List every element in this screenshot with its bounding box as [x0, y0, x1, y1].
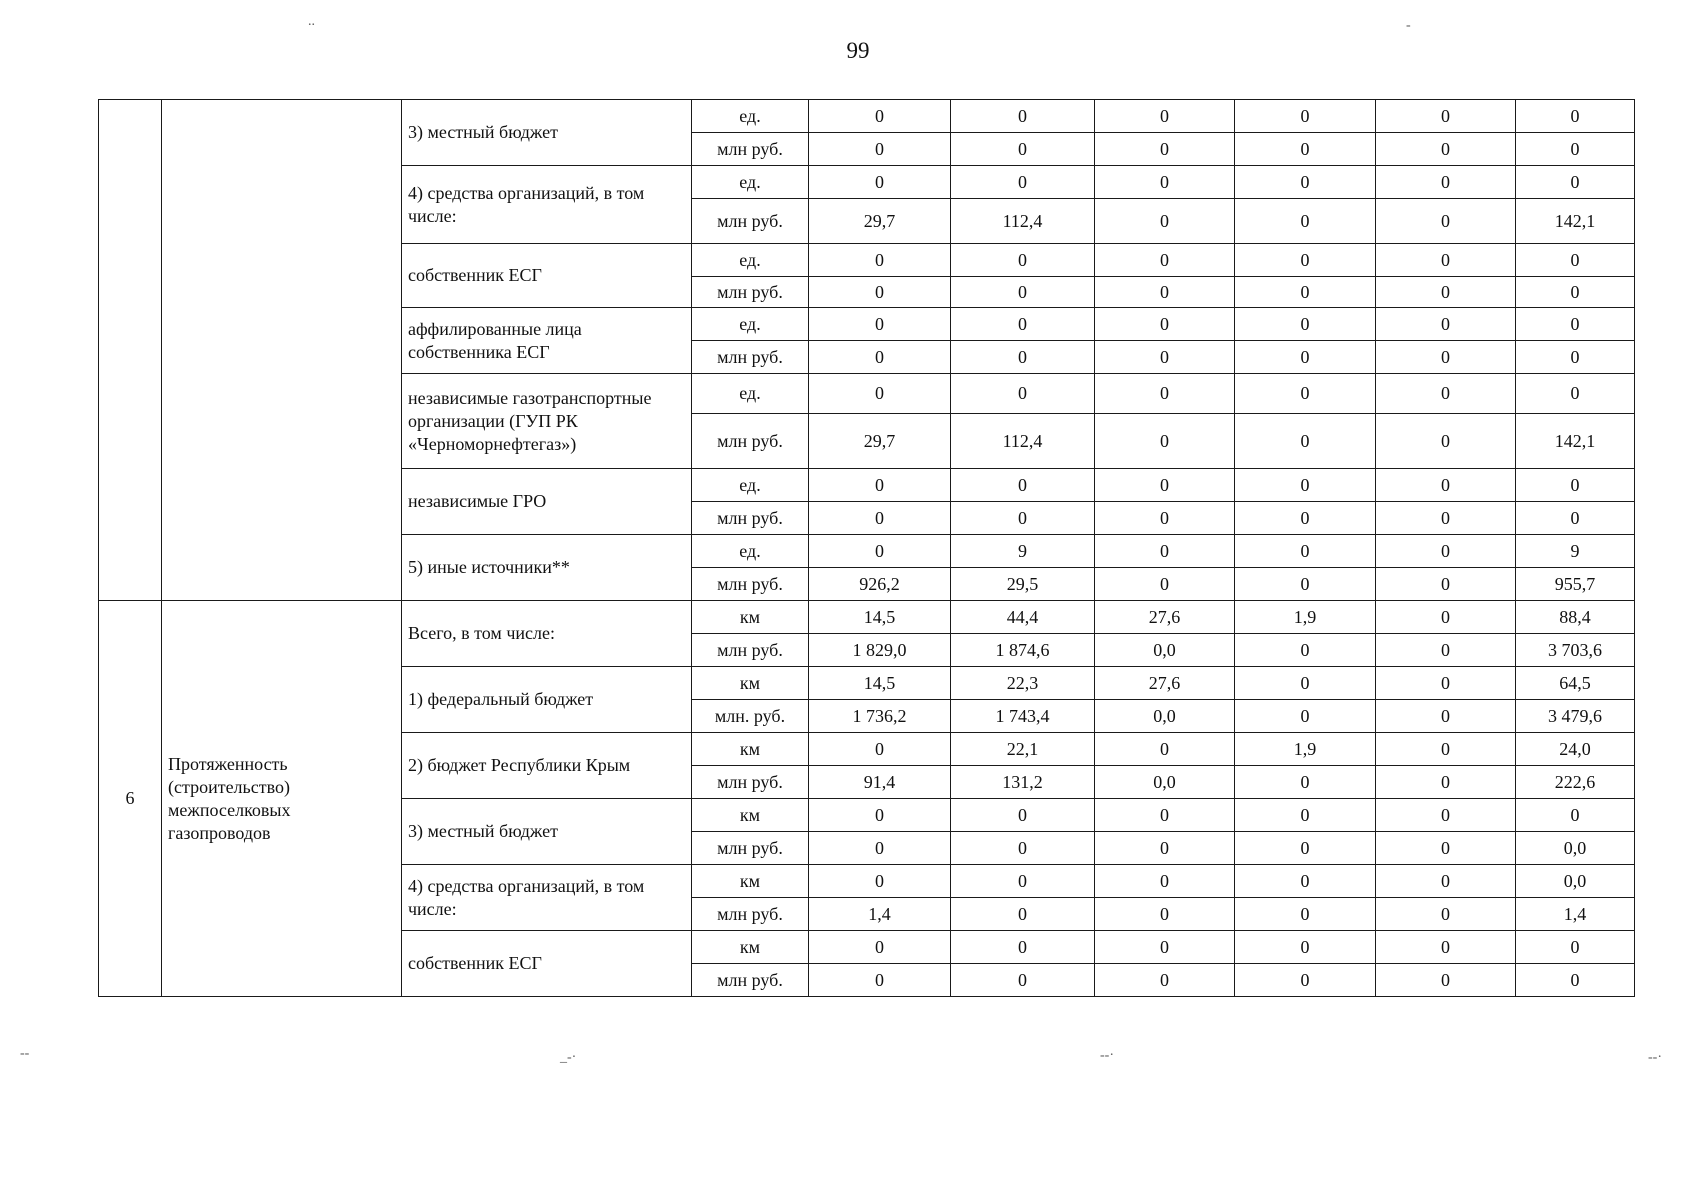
row-label: 4) средства организаций, в том числе:: [402, 166, 692, 244]
page-number: 99: [846, 38, 870, 63]
value-cell: 0: [1376, 634, 1516, 667]
value-cell: 0: [809, 535, 951, 568]
value-cell: 0: [1516, 244, 1635, 277]
value-cell: 27,6: [1095, 601, 1235, 634]
value-cell: 24,0: [1516, 733, 1635, 766]
value-cell: 0: [809, 166, 951, 199]
value-cell: 0: [951, 469, 1095, 502]
value-cell: 0: [1235, 667, 1376, 700]
row-label: 5) иные источники**: [402, 535, 692, 601]
value-cell: 0: [809, 277, 951, 308]
value-cell: 0: [1235, 931, 1376, 964]
value-cell: 0: [1095, 277, 1235, 308]
value-cell: 9: [951, 535, 1095, 568]
value-cell: 0: [1376, 700, 1516, 733]
unit-cell: млн руб.: [692, 832, 809, 865]
value-cell: 3 479,6: [1516, 700, 1635, 733]
value-cell: 0: [951, 277, 1095, 308]
value-cell: 0: [809, 469, 951, 502]
section-indicator: Протяженность (строительство) межпоселковых газопроводов: [162, 601, 402, 997]
value-cell: 9: [1516, 535, 1635, 568]
number-cell-continued: [99, 100, 162, 601]
value-cell: 0: [1235, 832, 1376, 865]
unit-cell: км: [692, 667, 809, 700]
value-cell: 1,4: [1516, 898, 1635, 931]
value-cell: 0: [1516, 502, 1635, 535]
value-cell: 0: [1235, 700, 1376, 733]
value-cell: 0: [1235, 341, 1376, 374]
value-cell: 0: [1376, 166, 1516, 199]
value-cell: 0,0: [1095, 700, 1235, 733]
value-cell: 142,1: [1516, 199, 1635, 244]
value-cell: 64,5: [1516, 667, 1635, 700]
value-cell: 0: [809, 832, 951, 865]
value-cell: 0: [1095, 931, 1235, 964]
value-cell: 0,0: [1516, 865, 1635, 898]
value-cell: 0: [1376, 502, 1516, 535]
unit-cell: млн руб.: [692, 634, 809, 667]
value-cell: 0: [951, 931, 1095, 964]
row-label: независимые газотранспортные организации (ГУП РК «Черноморнефтегаз»): [402, 374, 692, 469]
value-cell: 0: [1095, 865, 1235, 898]
value-cell: 3 703,6: [1516, 634, 1635, 667]
value-cell: 0: [1095, 166, 1235, 199]
unit-cell: км: [692, 601, 809, 634]
scan-speck: -: [1406, 18, 1411, 33]
value-cell: 0: [1095, 308, 1235, 341]
value-cell: 0: [1095, 374, 1235, 414]
value-cell: 0: [1235, 100, 1376, 133]
value-cell: 0: [951, 133, 1095, 166]
indicator-cell-continued: [162, 100, 402, 601]
value-cell: 0: [1516, 308, 1635, 341]
unit-cell: км: [692, 931, 809, 964]
unit-cell: млн руб.: [692, 766, 809, 799]
value-cell: 88,4: [1516, 601, 1635, 634]
value-cell: 0,0: [1516, 832, 1635, 865]
value-cell: 0: [809, 244, 951, 277]
row-label: 3) местный бюджет: [402, 100, 692, 166]
value-cell: 0: [809, 964, 951, 997]
unit-cell: млн руб.: [692, 341, 809, 374]
value-cell: 0: [1376, 100, 1516, 133]
value-cell: 0: [1376, 931, 1516, 964]
value-cell: 1,9: [1235, 601, 1376, 634]
value-cell: 0,0: [1095, 634, 1235, 667]
value-cell: 0: [1095, 100, 1235, 133]
value-cell: 1 874,6: [951, 634, 1095, 667]
value-cell: 222,6: [1516, 766, 1635, 799]
value-cell: 0: [1235, 414, 1376, 469]
value-cell: 0: [1376, 667, 1516, 700]
unit-cell: км: [692, 799, 809, 832]
value-cell: 0: [1095, 199, 1235, 244]
value-cell: 0: [951, 502, 1095, 535]
value-cell: 0: [809, 799, 951, 832]
table-body: [99, 100, 1635, 997]
unit-cell: млн руб.: [692, 277, 809, 308]
value-cell: 0: [1235, 308, 1376, 341]
row-label: собственник ЕСГ: [402, 244, 692, 308]
value-cell: 0: [1095, 832, 1235, 865]
value-cell: 0: [951, 244, 1095, 277]
value-cell: 0: [1095, 799, 1235, 832]
value-cell: 0: [1516, 166, 1635, 199]
value-cell: 1 736,2: [809, 700, 951, 733]
value-cell: 0: [1235, 133, 1376, 166]
value-cell: 0: [1235, 535, 1376, 568]
value-cell: 0: [1095, 964, 1235, 997]
value-cell: 1,9: [1235, 733, 1376, 766]
funding-table: [98, 99, 1635, 997]
value-cell: 0: [951, 100, 1095, 133]
table-row: [99, 601, 1635, 634]
value-cell: 0: [1235, 277, 1376, 308]
value-cell: 29,5: [951, 568, 1095, 601]
value-cell: 0: [1235, 166, 1376, 199]
section-number: 6: [99, 601, 162, 997]
value-cell: 0: [1376, 133, 1516, 166]
value-cell: 0: [1095, 898, 1235, 931]
value-cell: 0: [1376, 199, 1516, 244]
value-cell: 0: [1516, 341, 1635, 374]
value-cell: 0: [809, 308, 951, 341]
value-cell: 0: [1235, 799, 1376, 832]
value-cell: 1 743,4: [951, 700, 1095, 733]
value-cell: 0: [809, 931, 951, 964]
unit-cell: км: [692, 733, 809, 766]
value-cell: 1,4: [809, 898, 951, 931]
value-cell: 0: [1235, 502, 1376, 535]
value-cell: 0: [951, 166, 1095, 199]
scan-speck: ..: [308, 14, 315, 29]
value-cell: 0: [1095, 568, 1235, 601]
value-cell: 0: [809, 133, 951, 166]
value-cell: 0: [1235, 634, 1376, 667]
unit-cell: млн руб.: [692, 414, 809, 469]
value-cell: 44,4: [951, 601, 1095, 634]
unit-cell: млн руб.: [692, 898, 809, 931]
value-cell: 0: [809, 341, 951, 374]
unit-cell: ед.: [692, 308, 809, 341]
value-cell: 0: [951, 308, 1095, 341]
value-cell: 0: [1376, 374, 1516, 414]
unit-cell: млн руб.: [692, 568, 809, 601]
value-cell: 0: [1095, 244, 1235, 277]
unit-cell: млн руб.: [692, 199, 809, 244]
value-cell: 0: [1376, 601, 1516, 634]
value-cell: 29,7: [809, 414, 951, 469]
value-cell: 0: [1376, 799, 1516, 832]
value-cell: 0: [1376, 832, 1516, 865]
unit-cell: ед.: [692, 166, 809, 199]
row-label: аффилированные лица собственника ЕСГ: [402, 308, 692, 374]
scan-speck: --: [20, 1046, 30, 1061]
unit-cell: ед.: [692, 469, 809, 502]
value-cell: 0: [1235, 199, 1376, 244]
value-cell: 0: [1376, 964, 1516, 997]
value-cell: 0: [1095, 133, 1235, 166]
row-label: Всего, в том числе:: [402, 601, 692, 667]
value-cell: 112,4: [951, 414, 1095, 469]
value-cell: 0: [1235, 568, 1376, 601]
value-cell: 27,6: [1095, 667, 1235, 700]
value-cell: 0: [809, 374, 951, 414]
value-cell: 0: [1095, 414, 1235, 469]
row-label: 2) бюджет Республики Крым: [402, 733, 692, 799]
value-cell: 0: [1376, 414, 1516, 469]
value-cell: 14,5: [809, 601, 951, 634]
value-cell: 926,2: [809, 568, 951, 601]
unit-cell: млн руб.: [692, 964, 809, 997]
value-cell: 0: [951, 341, 1095, 374]
value-cell: 0: [951, 898, 1095, 931]
unit-cell: млн руб.: [692, 133, 809, 166]
value-cell: 0: [1376, 308, 1516, 341]
value-cell: 1 829,0: [809, 634, 951, 667]
value-cell: 14,5: [809, 667, 951, 700]
unit-cell: км: [692, 865, 809, 898]
value-cell: 0: [1376, 341, 1516, 374]
unit-cell: млн. руб.: [692, 700, 809, 733]
value-cell: 0: [1376, 865, 1516, 898]
value-cell: 0: [1376, 568, 1516, 601]
value-cell: 0: [1376, 733, 1516, 766]
value-cell: 0: [1516, 469, 1635, 502]
value-cell: 91,4: [809, 766, 951, 799]
value-cell: 0: [1095, 535, 1235, 568]
value-cell: 0: [1516, 799, 1635, 832]
scan-speck: --·: [1100, 1048, 1114, 1063]
value-cell: 0: [1235, 898, 1376, 931]
value-cell: 0: [1376, 898, 1516, 931]
value-cell: 0: [1516, 133, 1635, 166]
value-cell: 0,0: [1095, 766, 1235, 799]
value-cell: 0: [1235, 964, 1376, 997]
unit-cell: млн руб.: [692, 502, 809, 535]
value-cell: 0: [1516, 374, 1635, 414]
unit-cell: ед.: [692, 535, 809, 568]
value-cell: 0: [809, 865, 951, 898]
scan-speck: _-·: [560, 1050, 577, 1065]
value-cell: 0: [1376, 277, 1516, 308]
row-label: 3) местный бюджет: [402, 799, 692, 865]
row-label: 4) средства организаций, в том числе:: [402, 865, 692, 931]
value-cell: 29,7: [809, 199, 951, 244]
value-cell: 142,1: [1516, 414, 1635, 469]
value-cell: 0: [951, 865, 1095, 898]
unit-cell: ед.: [692, 100, 809, 133]
value-cell: 0: [809, 502, 951, 535]
value-cell: 0: [1516, 277, 1635, 308]
value-cell: 0: [1235, 469, 1376, 502]
value-cell: 131,2: [951, 766, 1095, 799]
table-row: [99, 100, 1635, 133]
value-cell: 955,7: [1516, 568, 1635, 601]
value-cell: 0: [951, 799, 1095, 832]
value-cell: 22,1: [951, 733, 1095, 766]
value-cell: 0: [1235, 766, 1376, 799]
value-cell: 0: [951, 832, 1095, 865]
value-cell: 0: [1235, 374, 1376, 414]
value-cell: 0: [1095, 341, 1235, 374]
unit-cell: ед.: [692, 244, 809, 277]
value-cell: 0: [1235, 244, 1376, 277]
value-cell: 0: [1235, 865, 1376, 898]
row-label: независимые ГРО: [402, 469, 692, 535]
value-cell: 0: [951, 374, 1095, 414]
value-cell: 0: [809, 100, 951, 133]
unit-cell: ед.: [692, 374, 809, 414]
value-cell: 0: [1516, 964, 1635, 997]
value-cell: 0: [1516, 931, 1635, 964]
value-cell: 0: [951, 964, 1095, 997]
row-label: 1) федеральный бюджет: [402, 667, 692, 733]
value-cell: 0: [1376, 469, 1516, 502]
value-cell: 0: [809, 733, 951, 766]
value-cell: 0: [1095, 733, 1235, 766]
value-cell: 0: [1376, 244, 1516, 277]
value-cell: 112,4: [951, 199, 1095, 244]
value-cell: 0: [1376, 535, 1516, 568]
row-label: собственник ЕСГ: [402, 931, 692, 997]
value-cell: 0: [1095, 502, 1235, 535]
value-cell: 22,3: [951, 667, 1095, 700]
value-cell: 0: [1095, 469, 1235, 502]
value-cell: 0: [1376, 766, 1516, 799]
value-cell: 0: [1516, 100, 1635, 133]
scan-speck: --·: [1648, 1050, 1662, 1065]
